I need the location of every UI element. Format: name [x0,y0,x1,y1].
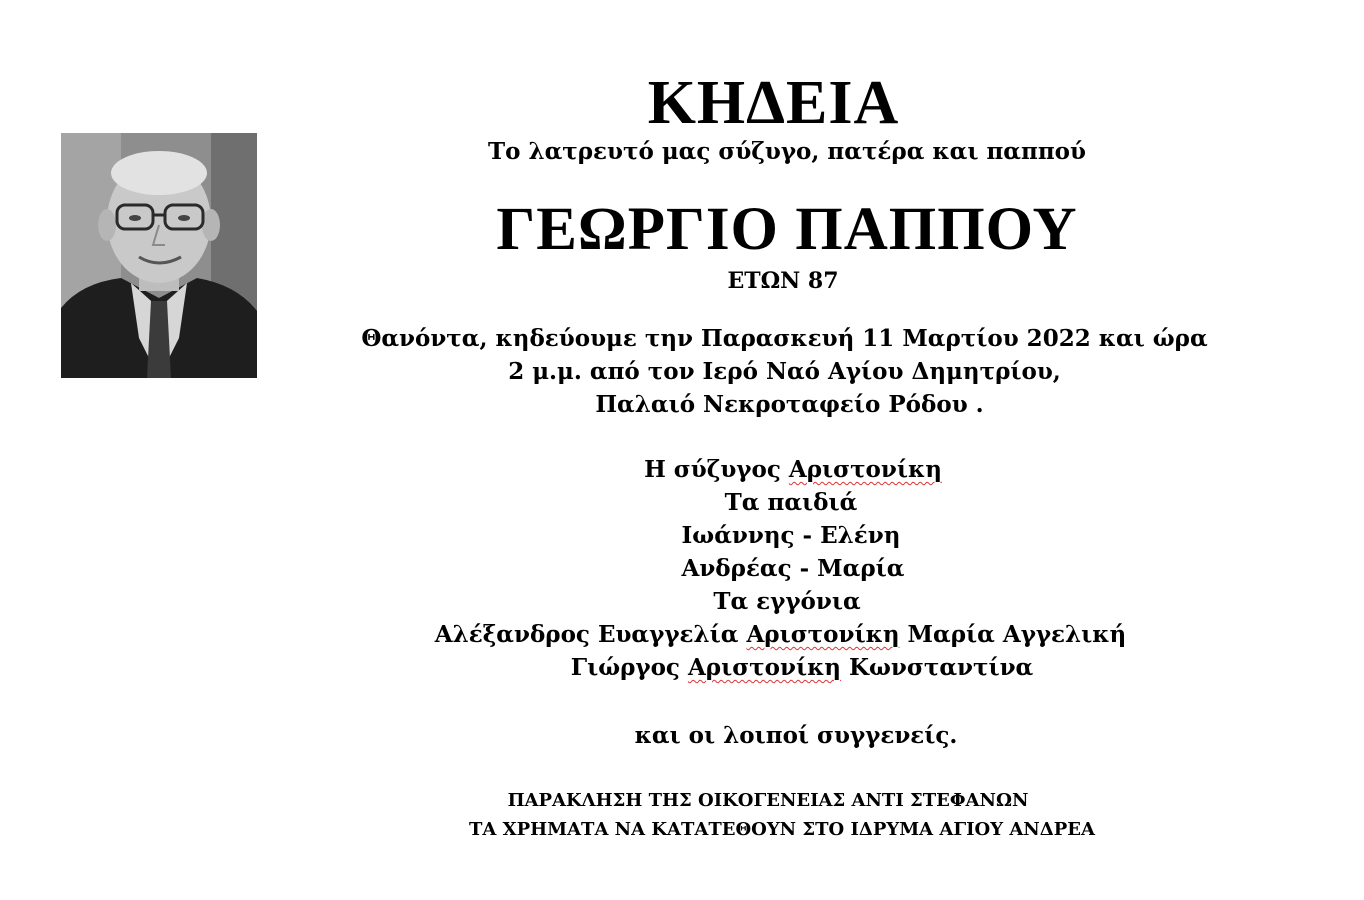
request-line-1: ΠΑΡΑΚΛΗΣΗ ΤΗΣ ΟΙΚΟΓΕΝΕΙΑΣ ΑΝΤΙ ΣΤΕΦΑΝΩΝ [507,790,1029,811]
children-line-2: Ανδρέας - Μαρία [681,555,905,582]
grandchildren-label: Τα εγγόνια [713,588,861,615]
grandchildren-line-1 [0,621,1364,648]
grandchild-names-c: Κωνσταντίνα [841,654,1034,681]
spouse-prefix: Η σύζυγος [644,456,789,483]
grandchildren-line-2 [0,654,1364,681]
funeral-line-2: 2 μ.μ. από τον Ιερό Ναό Αγίου Δημητρίου, [508,358,1061,385]
grandchild-names-a: Αλέξανδρος Ευαγγελία [434,621,747,648]
intro-text: Το λατρευτό μας σύζυγο, πατέρα και παππού [488,138,1086,165]
grandchild-name-misspelled: Αριστονίκη [746,621,900,648]
spouse-name: Αριστονίκη [788,456,942,483]
relatives-line: και οι λοιποί συγγενείς. [634,722,958,749]
funeral-line-1: Θανόντα, κηδεύουμε την Παρασκευή 11 Μαρτίου 2022 και ώρα [361,325,1208,352]
children-label: Τα παιδιά [724,489,858,516]
notice-heading: ΚΗΔΕΙΑ [647,69,900,137]
deceased-age: ΕΤΩΝ 87 [727,268,839,294]
funeral-line-3: Παλαιό Νεκροταφείο Ρόδου . [595,391,984,418]
deceased-name: ΓΕΩΡΓΙΟ ΠΑΠΠΟΥ [496,196,1078,263]
grandchild-names-c: Μαρία Αγγελική [899,621,1127,648]
spouse-line [0,456,1364,483]
grandchild-name-misspelled: Αριστονίκη [687,654,842,681]
request-line-2: ΤΑ ΧΡΗΜΑΤΑ ΝΑ ΚΑΤΑΤΕΘΟΥΝ ΣΤΟ ΙΔΡΥΜΑ ΑΓΙΟΥ ΑΝΔΡΕΑ [469,819,1095,840]
grandchild-names-a: Γιώργος [570,654,688,681]
children-line-1: Ιωάννης - Ελένη [681,522,901,549]
